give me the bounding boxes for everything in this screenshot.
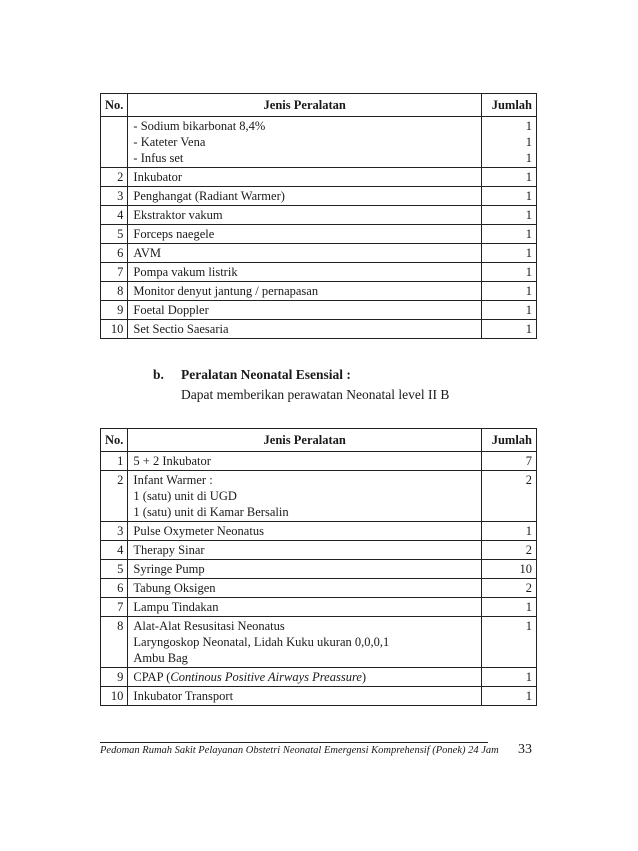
table-row	[101, 452, 537, 471]
header-qty: Jumlah	[482, 429, 537, 452]
table-header-row	[101, 94, 537, 117]
row-name: Penghangat (Radiant Warmer)	[128, 187, 482, 206]
row-name-line: - Infus set	[133, 151, 184, 165]
row-name: Tabung Oksigen	[128, 579, 482, 598]
cpap-suffix: )	[361, 670, 367, 684]
row-no: 7	[101, 598, 128, 617]
cpap-prefix: CPAP (	[133, 670, 171, 684]
row-no: 9	[101, 668, 128, 687]
table-row	[101, 301, 537, 320]
row-qty: 1	[482, 522, 537, 541]
row-qty-line: 1	[525, 151, 532, 165]
table-row	[101, 117, 537, 168]
table-row	[101, 522, 537, 541]
header-no: No.	[101, 429, 128, 452]
footer-divider	[100, 742, 488, 743]
row-no: 4	[101, 541, 128, 560]
row-qty: 1	[482, 263, 537, 282]
row-name	[128, 668, 482, 687]
row-qty: 1	[482, 206, 537, 225]
header-name: Jenis Peralatan	[128, 429, 482, 452]
header-name: Jenis Peralatan	[128, 94, 482, 117]
row-name-line: Alat-Alat Resusitasi Neonatus	[133, 619, 285, 633]
row-qty: 1	[482, 301, 537, 320]
row-no: 1	[101, 452, 128, 471]
row-no: 6	[101, 579, 128, 598]
row-no: 7	[101, 263, 128, 282]
row-name: Pompa vakum listrik	[128, 263, 482, 282]
equipment-table-2	[100, 428, 537, 706]
row-name-line: - Kateter Vena	[133, 135, 206, 149]
row-no: 6	[101, 244, 128, 263]
table-row	[101, 668, 537, 687]
row-no: 2	[101, 471, 128, 522]
table-row	[101, 687, 537, 706]
row-no: 5	[101, 560, 128, 579]
table-row	[101, 560, 537, 579]
row-name: Ekstraktor vakum	[128, 206, 482, 225]
row-name-line: Laryngoskop Neonatal, Lidah Kuku ukuran 0,0,0,1	[133, 635, 390, 649]
row-qty: 7	[482, 452, 537, 471]
row-name-line: Ambu Bag	[133, 651, 188, 665]
table-row	[101, 187, 537, 206]
row-name: AVM	[128, 244, 482, 263]
row-no: 8	[101, 617, 128, 668]
row-qty: 1	[482, 687, 537, 706]
section-letter: b.	[153, 367, 164, 382]
row-name: Syringe Pump	[128, 560, 482, 579]
row-qty: 1	[482, 225, 537, 244]
cpap-expansion: Continous Positive Airways Preassure	[170, 670, 362, 684]
row-qty: 1	[482, 668, 537, 687]
page-number: 33	[518, 742, 532, 757]
row-qty: 1	[482, 168, 537, 187]
row-name	[128, 471, 482, 522]
table-row	[101, 320, 537, 339]
row-qty-line: 1	[525, 119, 532, 133]
row-name	[128, 117, 482, 168]
row-qty: 2	[482, 579, 537, 598]
row-name-line: 1 (satu) unit di UGD	[133, 489, 237, 503]
table-row	[101, 541, 537, 560]
table-row	[101, 244, 537, 263]
row-name: Pulse Oxymeter Neonatus	[128, 522, 482, 541]
row-no: 2	[101, 168, 128, 187]
table-row	[101, 282, 537, 301]
header-no: No.	[101, 94, 128, 117]
row-name: Set Sectio Saesaria	[128, 320, 482, 339]
row-name-line: - Sodium bikarbonat 8,4%	[133, 119, 266, 133]
row-qty: 1	[482, 598, 537, 617]
row-no: 8	[101, 282, 128, 301]
section-heading	[153, 367, 351, 383]
table-row	[101, 617, 537, 668]
table-row	[101, 225, 537, 244]
row-name: Lampu Tindakan	[128, 598, 482, 617]
row-qty: 10	[482, 560, 537, 579]
row-qty: 2	[482, 541, 537, 560]
table-row	[101, 471, 537, 522]
row-qty: 1	[482, 617, 537, 668]
row-name-line: Infant Warmer :	[133, 473, 213, 487]
row-qty: 2	[482, 471, 537, 522]
footer-text: Pedoman Rumah Sakit Pelayanan Obstetri Neonatal Emergensi Komprehensif (Ponek) 24 Jam	[100, 745, 499, 756]
row-no	[101, 117, 128, 168]
row-qty: 1	[482, 320, 537, 339]
row-qty: 1	[482, 244, 537, 263]
row-no: 10	[101, 687, 128, 706]
row-no: 5	[101, 225, 128, 244]
row-qty: 1	[482, 187, 537, 206]
table-row	[101, 168, 537, 187]
row-name: Monitor denyut jantung / pernapasan	[128, 282, 482, 301]
table-row	[101, 598, 537, 617]
table-header-row	[101, 429, 537, 452]
row-no: 4	[101, 206, 128, 225]
section-subtitle: Dapat memberikan perawatan Neonatal level II B	[181, 387, 450, 402]
equipment-table-1	[100, 93, 537, 339]
row-no: 3	[101, 522, 128, 541]
row-qty	[482, 117, 537, 168]
table-row	[101, 263, 537, 282]
table-row	[101, 579, 537, 598]
row-no: 10	[101, 320, 128, 339]
row-no: 3	[101, 187, 128, 206]
header-qty: Jumlah	[482, 94, 537, 117]
row-name: Foetal Doppler	[128, 301, 482, 320]
row-no: 9	[101, 301, 128, 320]
row-name: Inkubator Transport	[128, 687, 482, 706]
row-name: 5 + 2 Inkubator	[128, 452, 482, 471]
row-name: Forceps naegele	[128, 225, 482, 244]
row-qty-line: 1	[525, 135, 532, 149]
row-name: Therapy Sinar	[128, 541, 482, 560]
row-name-line: 1 (satu) unit di Kamar Bersalin	[133, 505, 289, 519]
row-qty: 1	[482, 282, 537, 301]
row-name: Inkubator	[128, 168, 482, 187]
table-row	[101, 206, 537, 225]
section-title: Peralatan Neonatal Esensial :	[181, 367, 351, 382]
row-name	[128, 617, 482, 668]
